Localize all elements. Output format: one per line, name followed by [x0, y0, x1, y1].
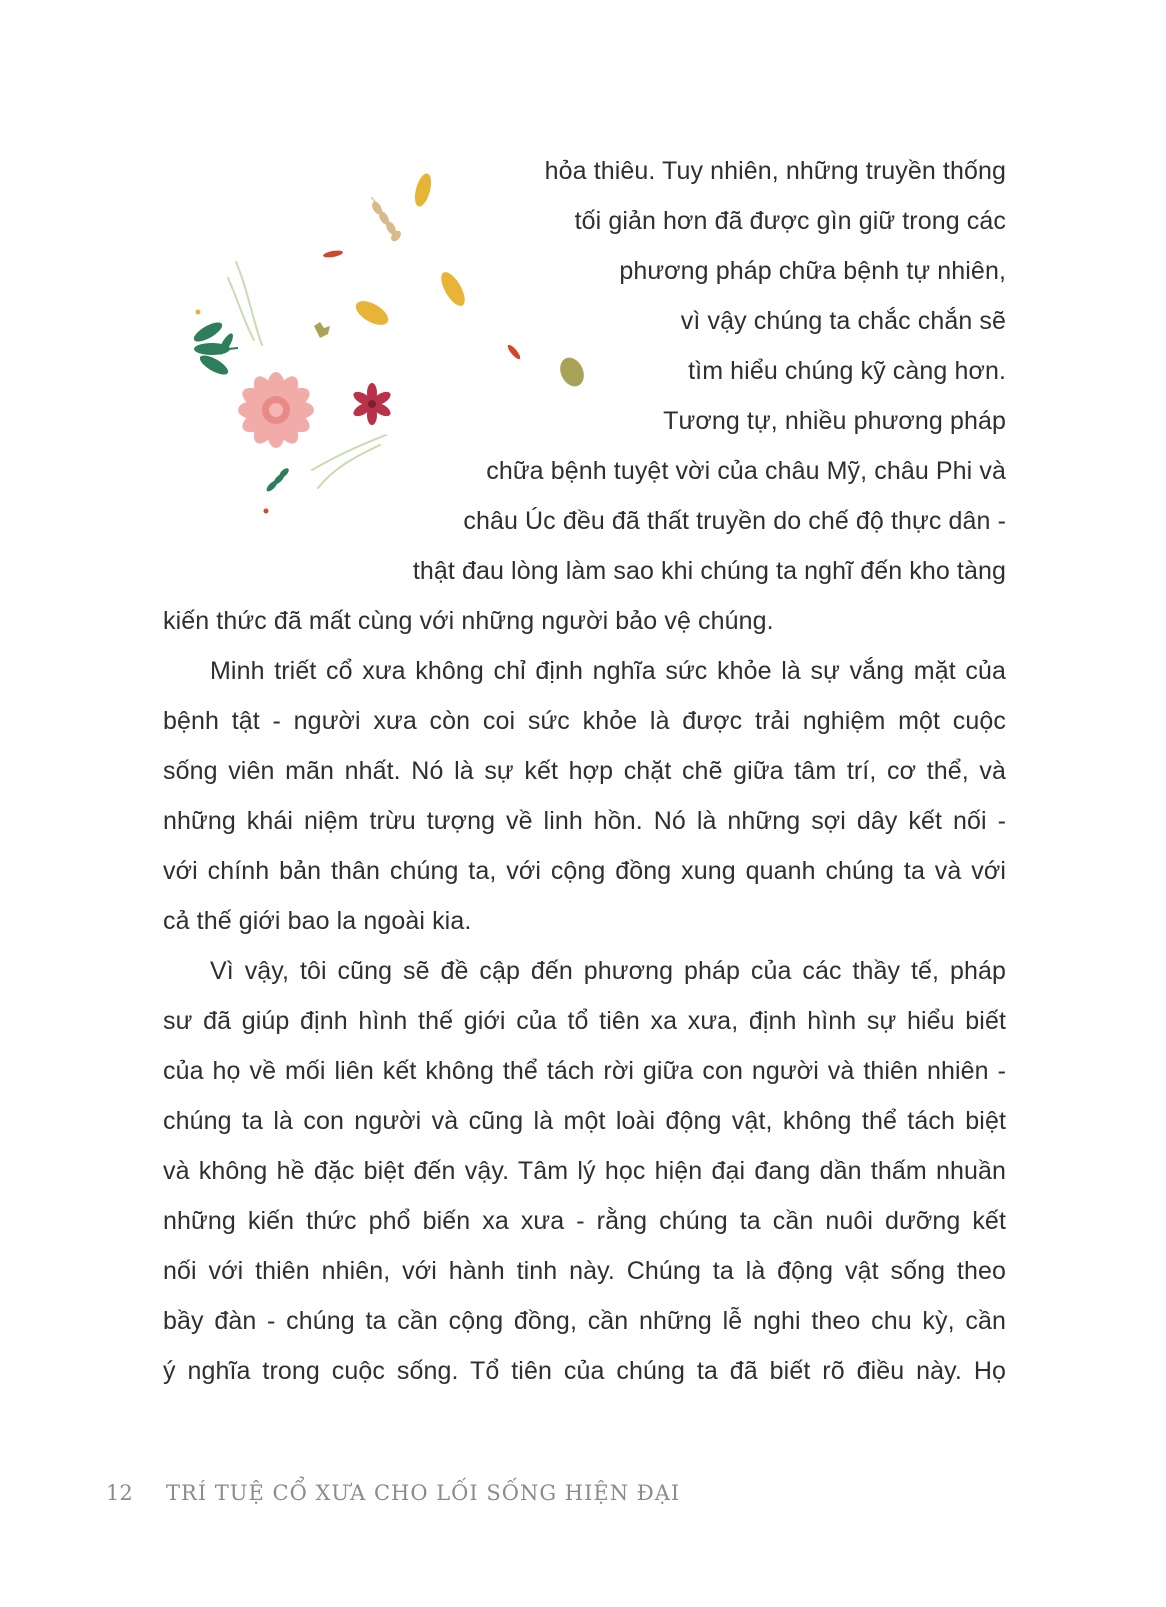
text-line: tìm hiểu chúng kỹ càng hơn.	[688, 357, 1006, 385]
text-line: chữa bệnh tuyệt vời của châu Mỹ, châu Phi và	[486, 457, 1006, 485]
pink-flower-icon	[238, 372, 314, 448]
text-line: ý nghĩa trong cuộc sống. Tổ tiên của chúng ta đã biết rõ điều này. Họ	[163, 1357, 1006, 1385]
running-head: TRÍ TUỆ CỔ XƯA CHO LỐI SỐNG HIỆN ĐẠI	[166, 1481, 681, 1505]
magenta-flower-icon	[351, 383, 392, 425]
page-number: 12	[106, 1481, 133, 1505]
text-line: cả thế giới bao la ngoài kia.	[163, 907, 472, 935]
text-line: tối giản hơn đã được gìn giữ trong các	[574, 207, 1006, 235]
text-line: của họ về mối liên kết không thể tách rời giữa con người và thiên nhiên -	[163, 1057, 1006, 1085]
text-line: bệnh tật - người xưa còn coi sức khỏe là được trải nghiệm một cuộc	[163, 707, 1006, 735]
stems	[228, 198, 398, 488]
text-line: bầy đàn - chúng ta cần cộng đồng, cần những lễ nghi theo chu kỳ, cần	[163, 1307, 1006, 1335]
text-line: sư đã giúp định hình thế giới của tổ tiên xa xưa, định hình sự hiểu biết	[163, 1007, 1006, 1035]
wheat-sprig-icon	[370, 200, 403, 243]
text-line: thật đau lòng làm sao khi chúng ta nghĩ đến kho tàng	[412, 557, 1006, 585]
green-fern-icon	[191, 319, 238, 378]
text-line: Tương tự, nhiều phương pháp	[663, 407, 1006, 435]
text-line: châu Úc đều đã thất truyền do chế độ thực dân -	[463, 507, 1006, 535]
text-line: những kiến thức phổ biến xa xưa - rằng chúng ta cần nuôi dưỡng kết	[163, 1207, 1006, 1235]
text-line: hỏa thiêu. Tuy nhiên, những truyền thống	[544, 157, 1006, 185]
text-line: kiến thức đã mất cùng với những người bảo vệ chúng.	[163, 607, 774, 635]
text-line: phương pháp chữa bệnh tự nhiên,	[619, 257, 1006, 285]
text-line: những khái niệm trừu tượng về linh hồn. Nó là những sợi dây kết nối -	[163, 807, 1006, 835]
small-sprig-icon	[265, 467, 290, 493]
text-line: sống viên mãn nhất. Nó là sự kết hợp chặt chẽ giữa tâm trí, cơ thể, và	[163, 757, 1006, 785]
text-line: nối với thiên nhiên, với hành tinh này. Chúng ta là động vật sống theo	[163, 1257, 1006, 1285]
olive-leaf-icon	[314, 322, 588, 390]
text-line: với chính bản thân chúng ta, với cộng đồng xung quanh chúng ta và với	[163, 857, 1006, 885]
yellow-leaves	[352, 172, 470, 330]
text-line: Minh triết cổ xưa không chỉ định nghĩa sức khỏe là sự vắng mặt của	[210, 657, 1006, 685]
text-line: vì vậy chúng ta chắc chắn sẽ	[680, 307, 1006, 335]
text-line: chúng ta là con người và cũng là một loài động vật, không thể tách biệt	[163, 1107, 1006, 1135]
text-line: và không hề đặc biệt đến vậy. Tâm lý học hiện đại đang dần thấm nhuần	[163, 1157, 1006, 1185]
text-line: Vì vậy, tôi cũng sẽ đề cập đến phương pháp của các thầy tế, pháp	[210, 957, 1006, 985]
